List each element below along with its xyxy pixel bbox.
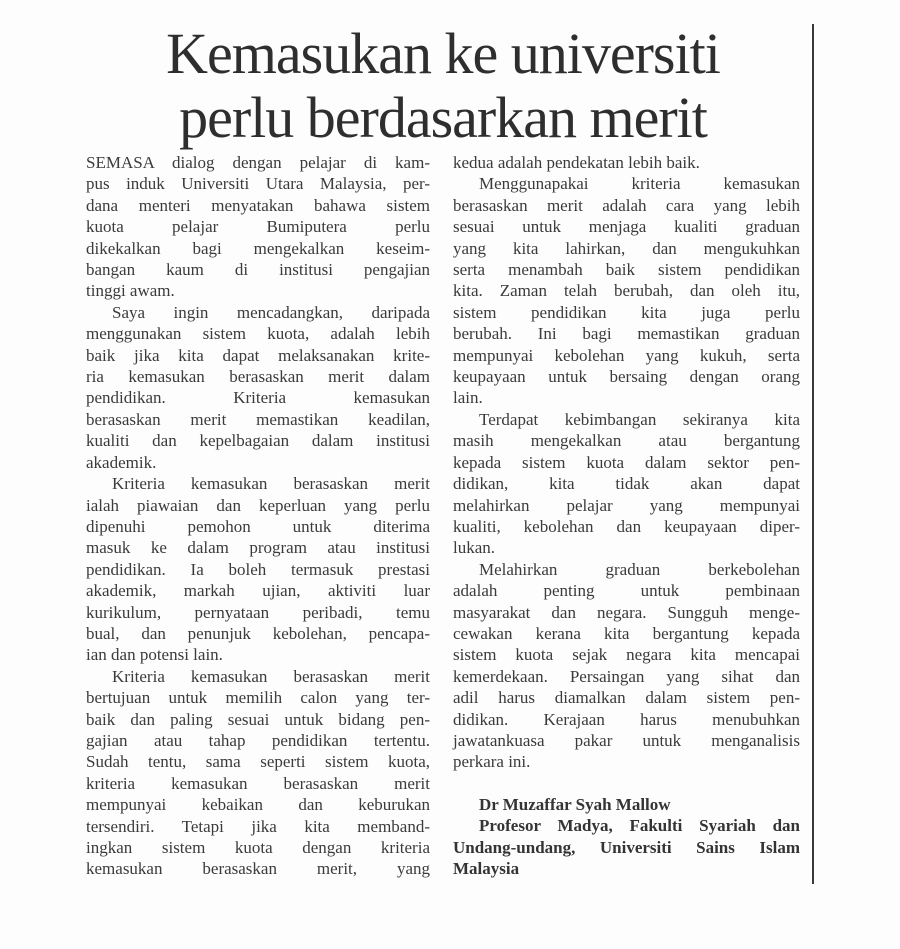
text-line: kuota pelajar Bumiputera perlu bbox=[86, 217, 430, 237]
text-line: dana menteri menyatakan bahawa sistem bbox=[86, 195, 430, 215]
paragraph bbox=[86, 152, 430, 302]
text-line: ingkan sistem kuota dengan kriteria bbox=[86, 838, 430, 857]
text-line: akademik, markah ujian, aktiviti luar bbox=[86, 581, 430, 601]
text-line: melahirkan pelajar yang mempunyai bbox=[453, 495, 800, 515]
text-line: serta menambah baik sistem pendidikan bbox=[453, 260, 800, 280]
text-line: keupayaan untuk bersaing dengan orang bbox=[453, 367, 800, 387]
text-line: Sudah tentu, sama seperti sistem kuota, bbox=[86, 752, 430, 772]
signature-affiliation bbox=[453, 815, 800, 879]
text-line: perkara ini. bbox=[453, 752, 531, 772]
column-rule-divider bbox=[812, 24, 814, 884]
text-line: Malaysia bbox=[453, 859, 520, 878]
text-line: kurikulum, pernyataan peribadi, temu bbox=[86, 602, 430, 622]
text-line: Kriteria kemasukan berasaskan merit bbox=[112, 666, 430, 686]
text-line: masyarakat dan negara. Sungguh menge- bbox=[453, 602, 800, 622]
paragraph bbox=[453, 173, 800, 408]
article-column-left bbox=[86, 152, 430, 880]
text-line: gajian atau tahap pendidikan tertentu. bbox=[86, 730, 430, 750]
text-line: sistem pendidikan kita juga perlu bbox=[453, 302, 800, 322]
text-line: didikan, kita tidak akan dapat bbox=[453, 474, 800, 494]
text-line: kualiti, kebolehan dan keupayaan diper- bbox=[453, 516, 800, 536]
text-line: Undang-undang, Universiti Sains Islam bbox=[453, 837, 800, 857]
text-line: bangan kaum di institusi pengajian bbox=[86, 260, 430, 280]
paragraph bbox=[86, 666, 430, 880]
text-line: mempunyai kebolehan yang kukuh, serta bbox=[453, 345, 800, 365]
text-line: bertujuan untuk memilih calon yang ter- bbox=[86, 688, 430, 708]
text-line: lukan. bbox=[453, 538, 496, 558]
article-title bbox=[86, 0, 800, 150]
paragraph bbox=[86, 302, 430, 473]
paragraph bbox=[86, 473, 430, 666]
text-line: kemasukan berasaskan merit, yang bbox=[86, 859, 430, 879]
text-line: berubah. Ini bagi memastikan graduan bbox=[453, 324, 800, 344]
text-line: pus induk Universiti Utara Malaysia, per- bbox=[86, 174, 430, 194]
text-line: ian dan potensi lain. bbox=[86, 645, 223, 665]
text-line: sesuai untuk menjaga kualiti graduan bbox=[453, 217, 800, 237]
text-line: kemerdekaan. Persaingan yang sihat dan bbox=[453, 666, 800, 686]
article-column-right bbox=[453, 152, 800, 880]
text-line: Menggunapakai kriteria kemasukan bbox=[479, 174, 800, 194]
text-line: menggunakan sistem kuota, adalah lebih bbox=[86, 324, 430, 344]
paragraph bbox=[453, 559, 800, 773]
text-line: sistem kuota sejak negara kita mencapai bbox=[453, 645, 800, 665]
text-line: kepada sistem kuota dalam sektor pen- bbox=[453, 452, 800, 472]
article bbox=[86, 0, 800, 880]
text-line: Profesor Madya, Fakulti Syariah dan bbox=[479, 816, 800, 836]
text-line: Kriteria kemasukan berasaskan merit bbox=[112, 474, 430, 494]
text-line: pendidikan. Kriteria kemasukan bbox=[86, 388, 430, 408]
text-line: dipenuhi pemohon untuk diterima bbox=[86, 516, 430, 536]
text-line: Terdapat kebimbangan sekiranya kita bbox=[479, 409, 800, 429]
article-title-line-1: Kemasukan ke universiti bbox=[166, 21, 720, 86]
text-line: berasaskan merit memastikan keadilan, bbox=[86, 409, 430, 429]
text-line: ria kemasukan berasaskan merit dalam bbox=[86, 367, 430, 387]
signature-author bbox=[453, 794, 800, 815]
text-line: berasaskan merit adalah cara yang lebih bbox=[453, 195, 800, 215]
text-line: adalah penting untuk pembinaan bbox=[453, 581, 800, 601]
article-body bbox=[86, 152, 800, 880]
text-line: mempunyai kebaikan dan keburukan bbox=[86, 795, 430, 815]
text-line: dikekalkan bagi mengekalkan keseim- bbox=[86, 238, 430, 258]
text-line: SEMASA dialog dengan pelajar di kam- bbox=[86, 153, 430, 172]
text-line: akademik. bbox=[86, 452, 157, 472]
text-line: didikan. Kerajaan harus menubuhkan bbox=[453, 709, 800, 729]
text-line: jawatankuasa pakar untuk menganalisis bbox=[453, 730, 800, 750]
text-line: bual, dan penunjuk kebolehan, pencapa- bbox=[86, 623, 430, 643]
text-line: pendidikan. Ia boleh termasuk prestasi bbox=[86, 559, 430, 579]
text-line: kedua adalah pendekatan lebih baik. bbox=[453, 153, 700, 172]
text-line: Saya ingin mencadangkan, daripada bbox=[112, 302, 430, 322]
text-line: adil harus diamalkan dalam sistem pen- bbox=[453, 688, 800, 708]
text-line: yang kita lahirkan, dan mengukuhkan bbox=[453, 238, 800, 258]
text-line: cewakan kerana kita bergantung kepada bbox=[453, 623, 800, 643]
text-line: Melahirkan graduan berkebolehan bbox=[479, 559, 800, 579]
text-line: tersendiri. Tetapi jika kita memband- bbox=[86, 816, 430, 836]
text-line: kualiti dan kepelbagaian dalam institusi bbox=[86, 431, 430, 451]
text-line: baik jika kita dapat melaksanakan krite- bbox=[86, 345, 430, 365]
text-line: kriteria kemasukan berasaskan merit bbox=[86, 773, 430, 793]
text-line: ialah piawaian dan keperluan yang perlu bbox=[86, 495, 430, 515]
paragraph bbox=[453, 409, 800, 559]
text-line: masuk ke dalam program atau institusi bbox=[86, 538, 430, 558]
text-line: Dr Muzaffar Syah Mallow bbox=[479, 794, 671, 814]
paragraph bbox=[453, 152, 800, 173]
text-line: lain. bbox=[453, 388, 483, 408]
text-line: tinggi awam. bbox=[86, 281, 175, 301]
text-line: masih mengekalkan atau bergantung bbox=[453, 431, 800, 451]
text-line: baik dan paling sesuai untuk bidang pen- bbox=[86, 709, 430, 729]
text-line: kita. Zaman telah berubah, dan oleh itu, bbox=[453, 281, 800, 301]
article-title-line-2: perlu berdasarkan merit bbox=[179, 85, 707, 150]
